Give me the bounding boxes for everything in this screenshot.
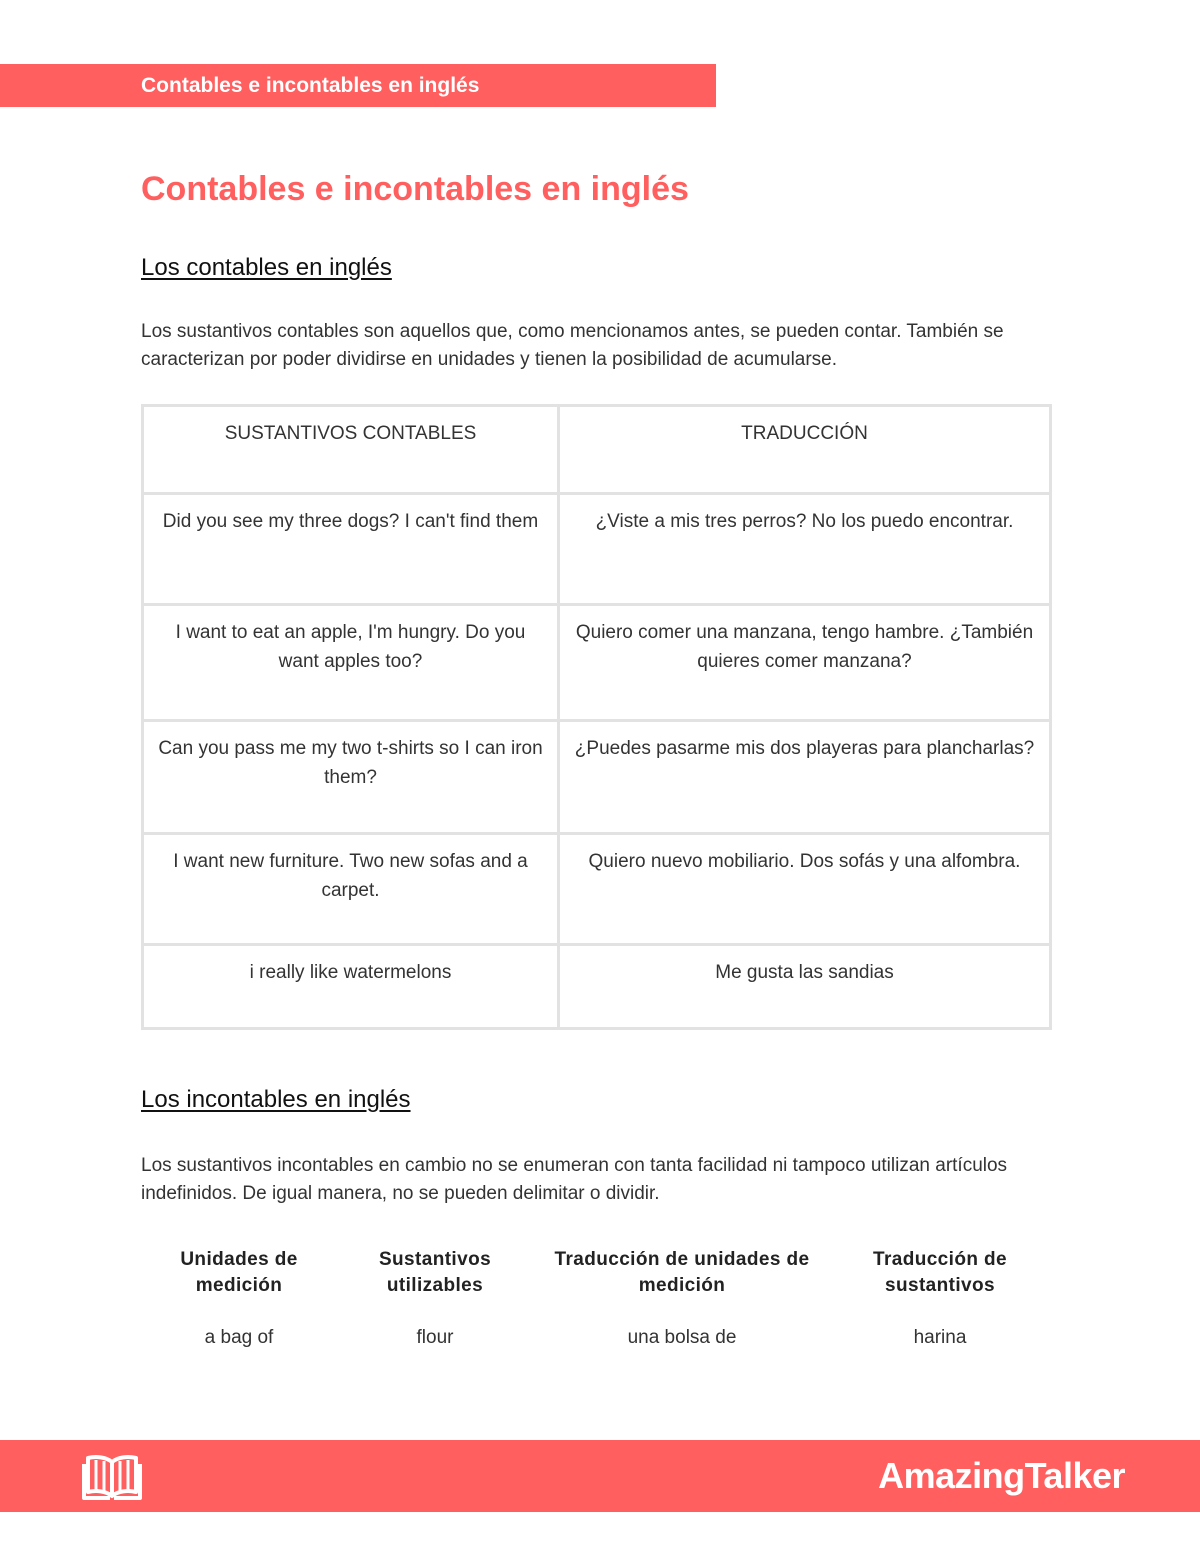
table-cell: i really like watermelons bbox=[143, 945, 559, 1029]
table-row bbox=[143, 605, 1051, 721]
table-cell: Quiero comer una manzana, tengo hambre. ¿También quieres comer manzana? bbox=[559, 605, 1051, 721]
table-cell: ¿Viste a mis tres perros? No los puedo encontrar. bbox=[559, 494, 1051, 605]
table-cell: ¿Puedes pasarme mis dos playeras para plancharlas? bbox=[559, 721, 1051, 834]
banner-title: Contables e incontables en inglés bbox=[141, 74, 480, 97]
column-header: TRADUCCIÓN bbox=[559, 406, 1051, 494]
table-cell: harina bbox=[913, 1327, 967, 1348]
table-cell: Did you see my three dogs? I can't find them bbox=[143, 494, 559, 605]
table-cell: una bolsa de bbox=[627, 1327, 737, 1348]
column-header: SUSTANTIVOS CONTABLES bbox=[143, 406, 559, 494]
uncountables-heading: Los incontables en inglés bbox=[141, 1086, 411, 1113]
table-row bbox=[143, 834, 1051, 945]
column-header: Sustantivos utilizables bbox=[378, 1249, 492, 1296]
uncountables-paragraph: Los sustantivos incontables en cambio no se enumeran con tanta facilidad ni tampoco utilizan artículos indefinidos. De igual manera, no se pueden delimitar o dividir. bbox=[141, 1155, 1008, 1204]
table-cell: I want new furniture. Two new sofas and a carpet. bbox=[143, 834, 559, 945]
uncountables-table bbox=[141, 1247, 1049, 1351]
table-cell: Can you pass me my two t-shirts so I can iron them? bbox=[143, 721, 559, 834]
brand-logo: AmazingTalker bbox=[878, 1455, 1125, 1496]
footer bbox=[0, 1440, 1200, 1512]
table-row bbox=[143, 945, 1051, 1029]
table-row bbox=[143, 494, 1051, 605]
header-banner bbox=[0, 64, 716, 107]
open-book-icon bbox=[82, 1454, 142, 1500]
column-header: Unidades de medición bbox=[180, 1249, 298, 1296]
table-cell: Me gusta las sandias bbox=[559, 945, 1051, 1029]
countables-table bbox=[141, 404, 1052, 1030]
column-header: Traducción de sustantivos bbox=[872, 1249, 1007, 1296]
countables-paragraph: Los sustantivos contables son aquellos que, como mencionamos antes, se pueden contar. También se caracterizan por poder dividirse en unidades y tienen la posibilidad de acumularse. bbox=[141, 321, 1004, 370]
table-cell: a bag of bbox=[204, 1327, 274, 1348]
table-row bbox=[141, 1299, 1049, 1351]
page-title: Contables e incontables en inglés bbox=[141, 170, 689, 208]
table-header-row bbox=[141, 1247, 1049, 1299]
countables-heading: Los contables en inglés bbox=[141, 254, 392, 281]
table-cell: flour bbox=[416, 1327, 454, 1348]
table-cell: Quiero nuevo mobiliario. Dos sofás y una alfombra. bbox=[559, 834, 1051, 945]
column-header: Traducción de unidades de medición bbox=[554, 1249, 810, 1296]
table-row bbox=[143, 721, 1051, 834]
table-cell: I want to eat an apple, I'm hungry. Do you want apples too? bbox=[143, 605, 559, 721]
table-header-row bbox=[143, 406, 1051, 494]
